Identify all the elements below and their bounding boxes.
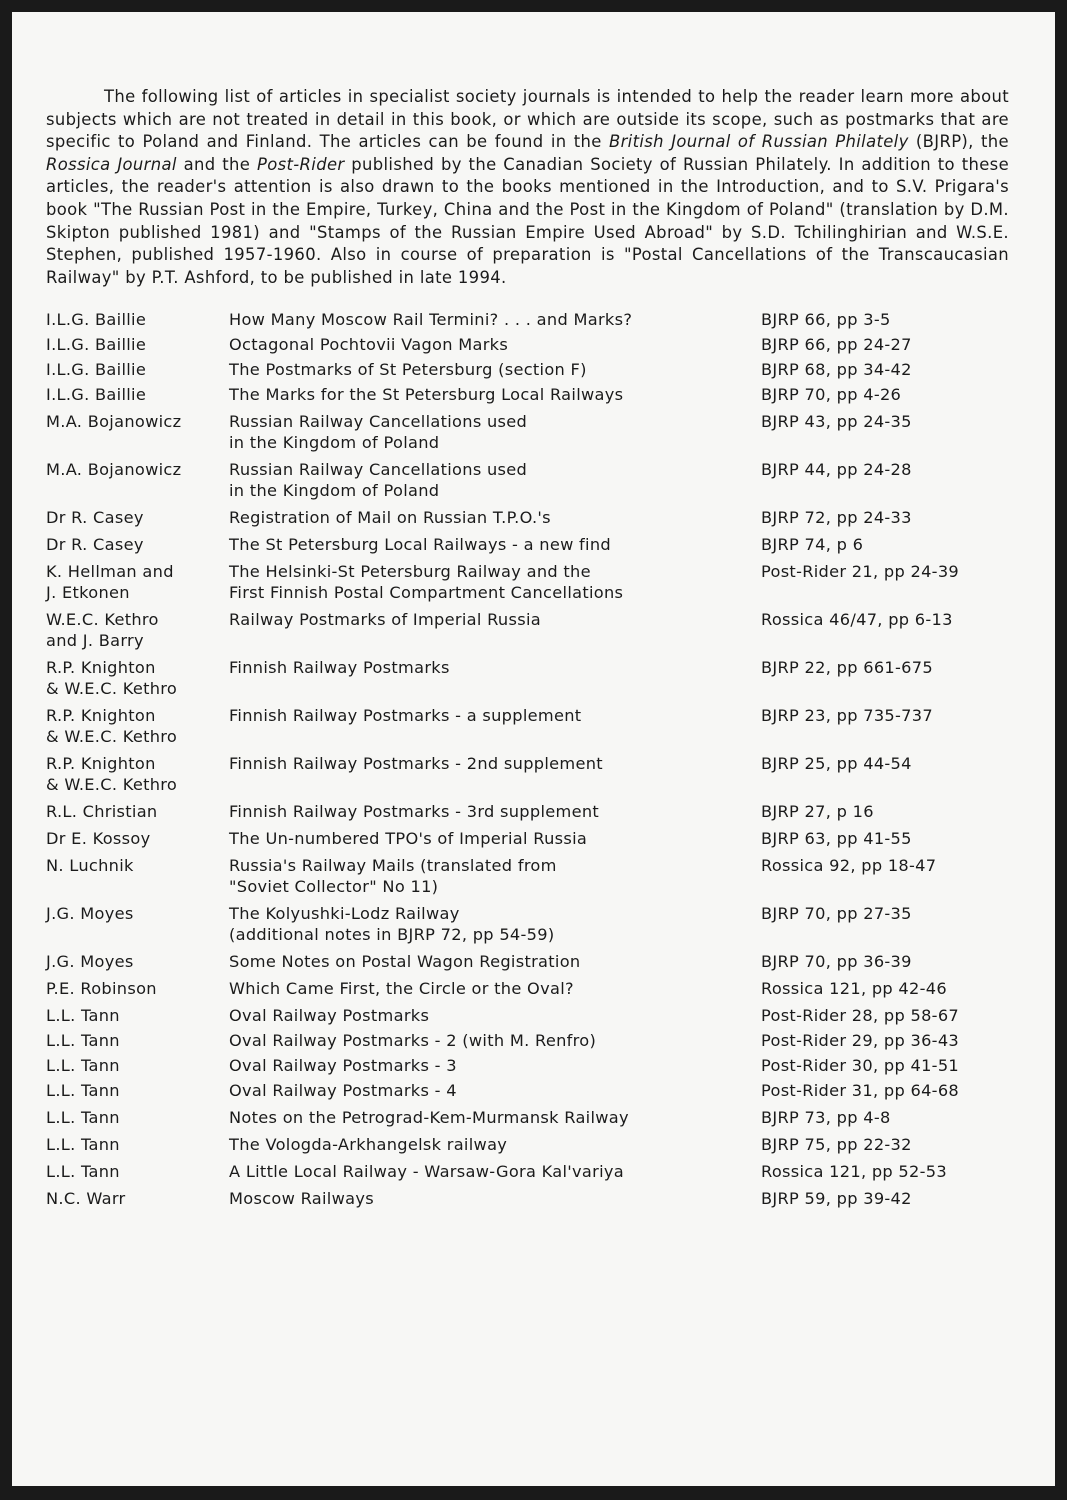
- reference-title: Which Came First, the Circle or the Oval?: [229, 979, 574, 999]
- reference-row: [46, 828, 1009, 855]
- reference-title: Russian Railway Cancellations used in the Kingdom of Poland: [229, 460, 528, 501]
- reference-source: BJRP 66, pp 24-27: [761, 335, 912, 355]
- reference-row: [46, 753, 1009, 801]
- reference-row: [46, 1005, 1009, 1030]
- reference-source: BJRP 23, pp 735-737: [761, 706, 933, 726]
- reference-title: Oval Railway Postmarks - 3: [229, 1056, 457, 1076]
- reference-author: N.C. Warr: [46, 1189, 126, 1209]
- reference-author: R.P. Knighton & W.E.C. Kethro: [46, 658, 178, 699]
- reference-row: [46, 801, 1009, 828]
- reference-row: [46, 534, 1009, 561]
- reference-author: Dr E. Kossoy: [46, 829, 151, 849]
- reference-row: [46, 1161, 1009, 1188]
- reference-source: BJRP 59, pp 39-42: [761, 1189, 912, 1209]
- reference-row: [46, 309, 1009, 334]
- reference-row: [46, 359, 1009, 384]
- reference-source: Post-Rider 31, pp 64-68: [761, 1081, 960, 1101]
- reference-source: Post-Rider 30, pp 41-51: [761, 1056, 960, 1076]
- reference-source: BJRP 44, pp 24-28: [761, 460, 912, 480]
- reference-source: Post-Rider 21, pp 24-39: [761, 562, 960, 582]
- intro-text-4: published by the Canadian Society of Russian Philately. In addition to these articles, the reader's attention is also drawn to the books mentioned in the Introduction, and to S.V. Prigara's book "The Russian Post in the Empire, Turkey, China and the Post in the Kingdom of Poland" (translation by D.M. Skipton published 1981) and "Stamps of the Russian Empire Used Abroad" by S.D. Tchilinghirian and W.S.E. Stephen, published 1957-1960. Also in course of preparation is "Postal Cancellations of the Transcaucasian Railway" by P.T. Ashford, to be published in late 1994.: [46, 154, 1009, 287]
- reference-row: [46, 1134, 1009, 1161]
- reference-author: R.L. Christian: [46, 802, 158, 822]
- reference-source: BJRP 22, pp 661-675: [761, 658, 933, 678]
- reference-author: L.L. Tann: [46, 1031, 120, 1051]
- reference-row: [46, 411, 1009, 459]
- reference-author: P.E. Robinson: [46, 979, 157, 999]
- reference-author: I.L.G. Baillie: [46, 335, 147, 355]
- reference-source: BJRP 73, pp 4-8: [761, 1108, 891, 1128]
- reference-title: Notes on the Petrograd-Kem-Murmansk Railway: [229, 1108, 629, 1128]
- reference-source: BJRP 25, pp 44-54: [761, 754, 912, 774]
- reference-author: L.L. Tann: [46, 1081, 120, 1101]
- reference-row: [46, 609, 1009, 657]
- intro-text-1: The following list of articles in specialist society journals is intended to help the reader learn more about subjects which are not treated in detail in this book, or which are outside its scope, such as postmarks that are specific to Poland and Finland. The articles can be found in the: [46, 87, 1009, 152]
- reference-title: Some Notes on Postal Wagon Registration: [229, 952, 581, 972]
- reference-row: [46, 1107, 1009, 1134]
- reference-row: [46, 855, 1009, 903]
- reference-author: M.A. Bojanowicz: [46, 460, 182, 480]
- reference-title: Russia's Railway Mails (translated from "Soviet Collector" No 11): [229, 856, 557, 897]
- reference-title: Finnish Railway Postmarks - a supplement: [229, 706, 582, 726]
- reference-source: BJRP 70, pp 4-26: [761, 385, 902, 405]
- reference-author: K. Hellman and J. Etkonen: [46, 562, 174, 603]
- reference-title: Moscow Railways: [229, 1189, 374, 1209]
- reference-source: BJRP 27, p 16: [761, 802, 874, 822]
- reference-author: I.L.G. Baillie: [46, 385, 147, 405]
- reference-row: [46, 951, 1009, 978]
- reference-source: BJRP 63, pp 41-55: [761, 829, 912, 849]
- reference-list: [46, 309, 1009, 1215]
- reference-row: [46, 384, 1009, 411]
- reference-title: The Helsinki-St Petersburg Railway and the First Finnish Postal Compartment Cancellations: [229, 562, 624, 603]
- document-page: [12, 12, 1055, 1486]
- reference-source: BJRP 66, pp 3-5: [761, 310, 891, 330]
- reference-author: L.L. Tann: [46, 1006, 120, 1026]
- reference-source: BJRP 43, pp 24-35: [761, 412, 912, 432]
- reference-author: J.G. Moyes: [46, 904, 134, 924]
- reference-source: BJRP 70, pp 36-39: [761, 952, 912, 972]
- reference-title: The St Petersburg Local Railways - a new find: [229, 535, 611, 555]
- reference-title: A Little Local Railway - Warsaw-Gora Kal'variya: [229, 1162, 624, 1182]
- reference-row: [46, 1080, 1009, 1107]
- bjrp-journal-title: British Journal of Russian Philately: [609, 132, 909, 152]
- reference-row: [46, 903, 1009, 951]
- reference-author: Dr R. Casey: [46, 508, 144, 528]
- reference-title: Finnish Railway Postmarks - 2nd supplement: [229, 754, 603, 774]
- reference-source: BJRP 68, pp 34-42: [761, 360, 912, 380]
- reference-title: Registration of Mail on Russian T.P.O.'s: [229, 508, 551, 528]
- reference-title: Finnish Railway Postmarks - 3rd supplement: [229, 802, 600, 822]
- reference-title: The Marks for the St Petersburg Local Railways: [229, 385, 624, 405]
- reference-row: [46, 657, 1009, 705]
- reference-title: Russian Railway Cancellations used in the Kingdom of Poland: [229, 412, 528, 453]
- reference-author: N. Luchnik: [46, 856, 134, 876]
- post-rider-title: Post-Rider: [257, 154, 345, 174]
- reference-author: L.L. Tann: [46, 1056, 120, 1076]
- reference-source: Post-Rider 29, pp 36-43: [761, 1031, 960, 1051]
- intro-text-3: and the: [176, 154, 258, 174]
- reference-source: Rossica 121, pp 42-46: [761, 979, 947, 999]
- reference-row: [46, 1188, 1009, 1215]
- intro-paragraph: [46, 86, 1009, 289]
- reference-author: J.G. Moyes: [46, 952, 134, 972]
- reference-source: BJRP 72, pp 24-33: [761, 508, 912, 528]
- reference-author: L.L. Tann: [46, 1162, 120, 1182]
- reference-title: The Kolyushki-Lodz Railway (additional notes in BJRP 72, pp 54-59): [229, 904, 555, 945]
- reference-title: Finnish Railway Postmarks: [229, 658, 450, 678]
- reference-row: [46, 978, 1009, 1005]
- reference-source: Rossica 121, pp 52-53: [761, 1162, 947, 1182]
- reference-author: L.L. Tann: [46, 1108, 120, 1128]
- reference-author: W.E.C. Kethro and J. Barry: [46, 610, 159, 651]
- reference-author: R.P. Knighton & W.E.C. Kethro: [46, 706, 178, 747]
- reference-title: The Vologda-Arkhangelsk railway: [229, 1135, 508, 1155]
- reference-row: [46, 1030, 1009, 1055]
- reference-title: Oval Railway Postmarks - 4: [229, 1081, 457, 1101]
- intro-text-2: (BJRP), the: [908, 132, 1009, 152]
- reference-row: [46, 459, 1009, 507]
- reference-title: Oval Railway Postmarks: [229, 1006, 430, 1026]
- reference-source: Rossica 92, pp 18-47: [761, 856, 937, 876]
- reference-author: R.P. Knighton & W.E.C. Kethro: [46, 754, 178, 795]
- reference-row: [46, 507, 1009, 534]
- reference-author: M.A. Bojanowicz: [46, 412, 182, 432]
- reference-author: I.L.G. Baillie: [46, 360, 147, 380]
- reference-row: [46, 1055, 1009, 1080]
- reference-row: [46, 334, 1009, 359]
- reference-title: Oval Railway Postmarks - 2 (with M. Renfro): [229, 1031, 597, 1051]
- reference-author: I.L.G. Baillie: [46, 310, 147, 330]
- reference-source: Post-Rider 28, pp 58-67: [761, 1006, 960, 1026]
- reference-title: Octagonal Pochtovii Vagon Marks: [229, 335, 509, 355]
- reference-title: How Many Moscow Rail Termini? . . . and Marks?: [229, 310, 633, 330]
- reference-source: BJRP 70, pp 27-35: [761, 904, 912, 924]
- reference-source: Rossica 46/47, pp 6-13: [761, 610, 953, 630]
- reference-author: L.L. Tann: [46, 1135, 120, 1155]
- reference-title: The Un-numbered TPO's of Imperial Russia: [229, 829, 588, 849]
- rossica-journal-title: Rossica Journal: [46, 154, 177, 174]
- reference-row: [46, 705, 1009, 753]
- reference-source: BJRP 74, p 6: [761, 535, 864, 555]
- reference-title: The Postmarks of St Petersburg (section F): [229, 360, 587, 380]
- reference-title: Railway Postmarks of Imperial Russia: [229, 610, 541, 630]
- reference-source: BJRP 75, pp 22-32: [761, 1135, 912, 1155]
- reference-row: [46, 561, 1009, 609]
- reference-author: Dr R. Casey: [46, 535, 144, 555]
